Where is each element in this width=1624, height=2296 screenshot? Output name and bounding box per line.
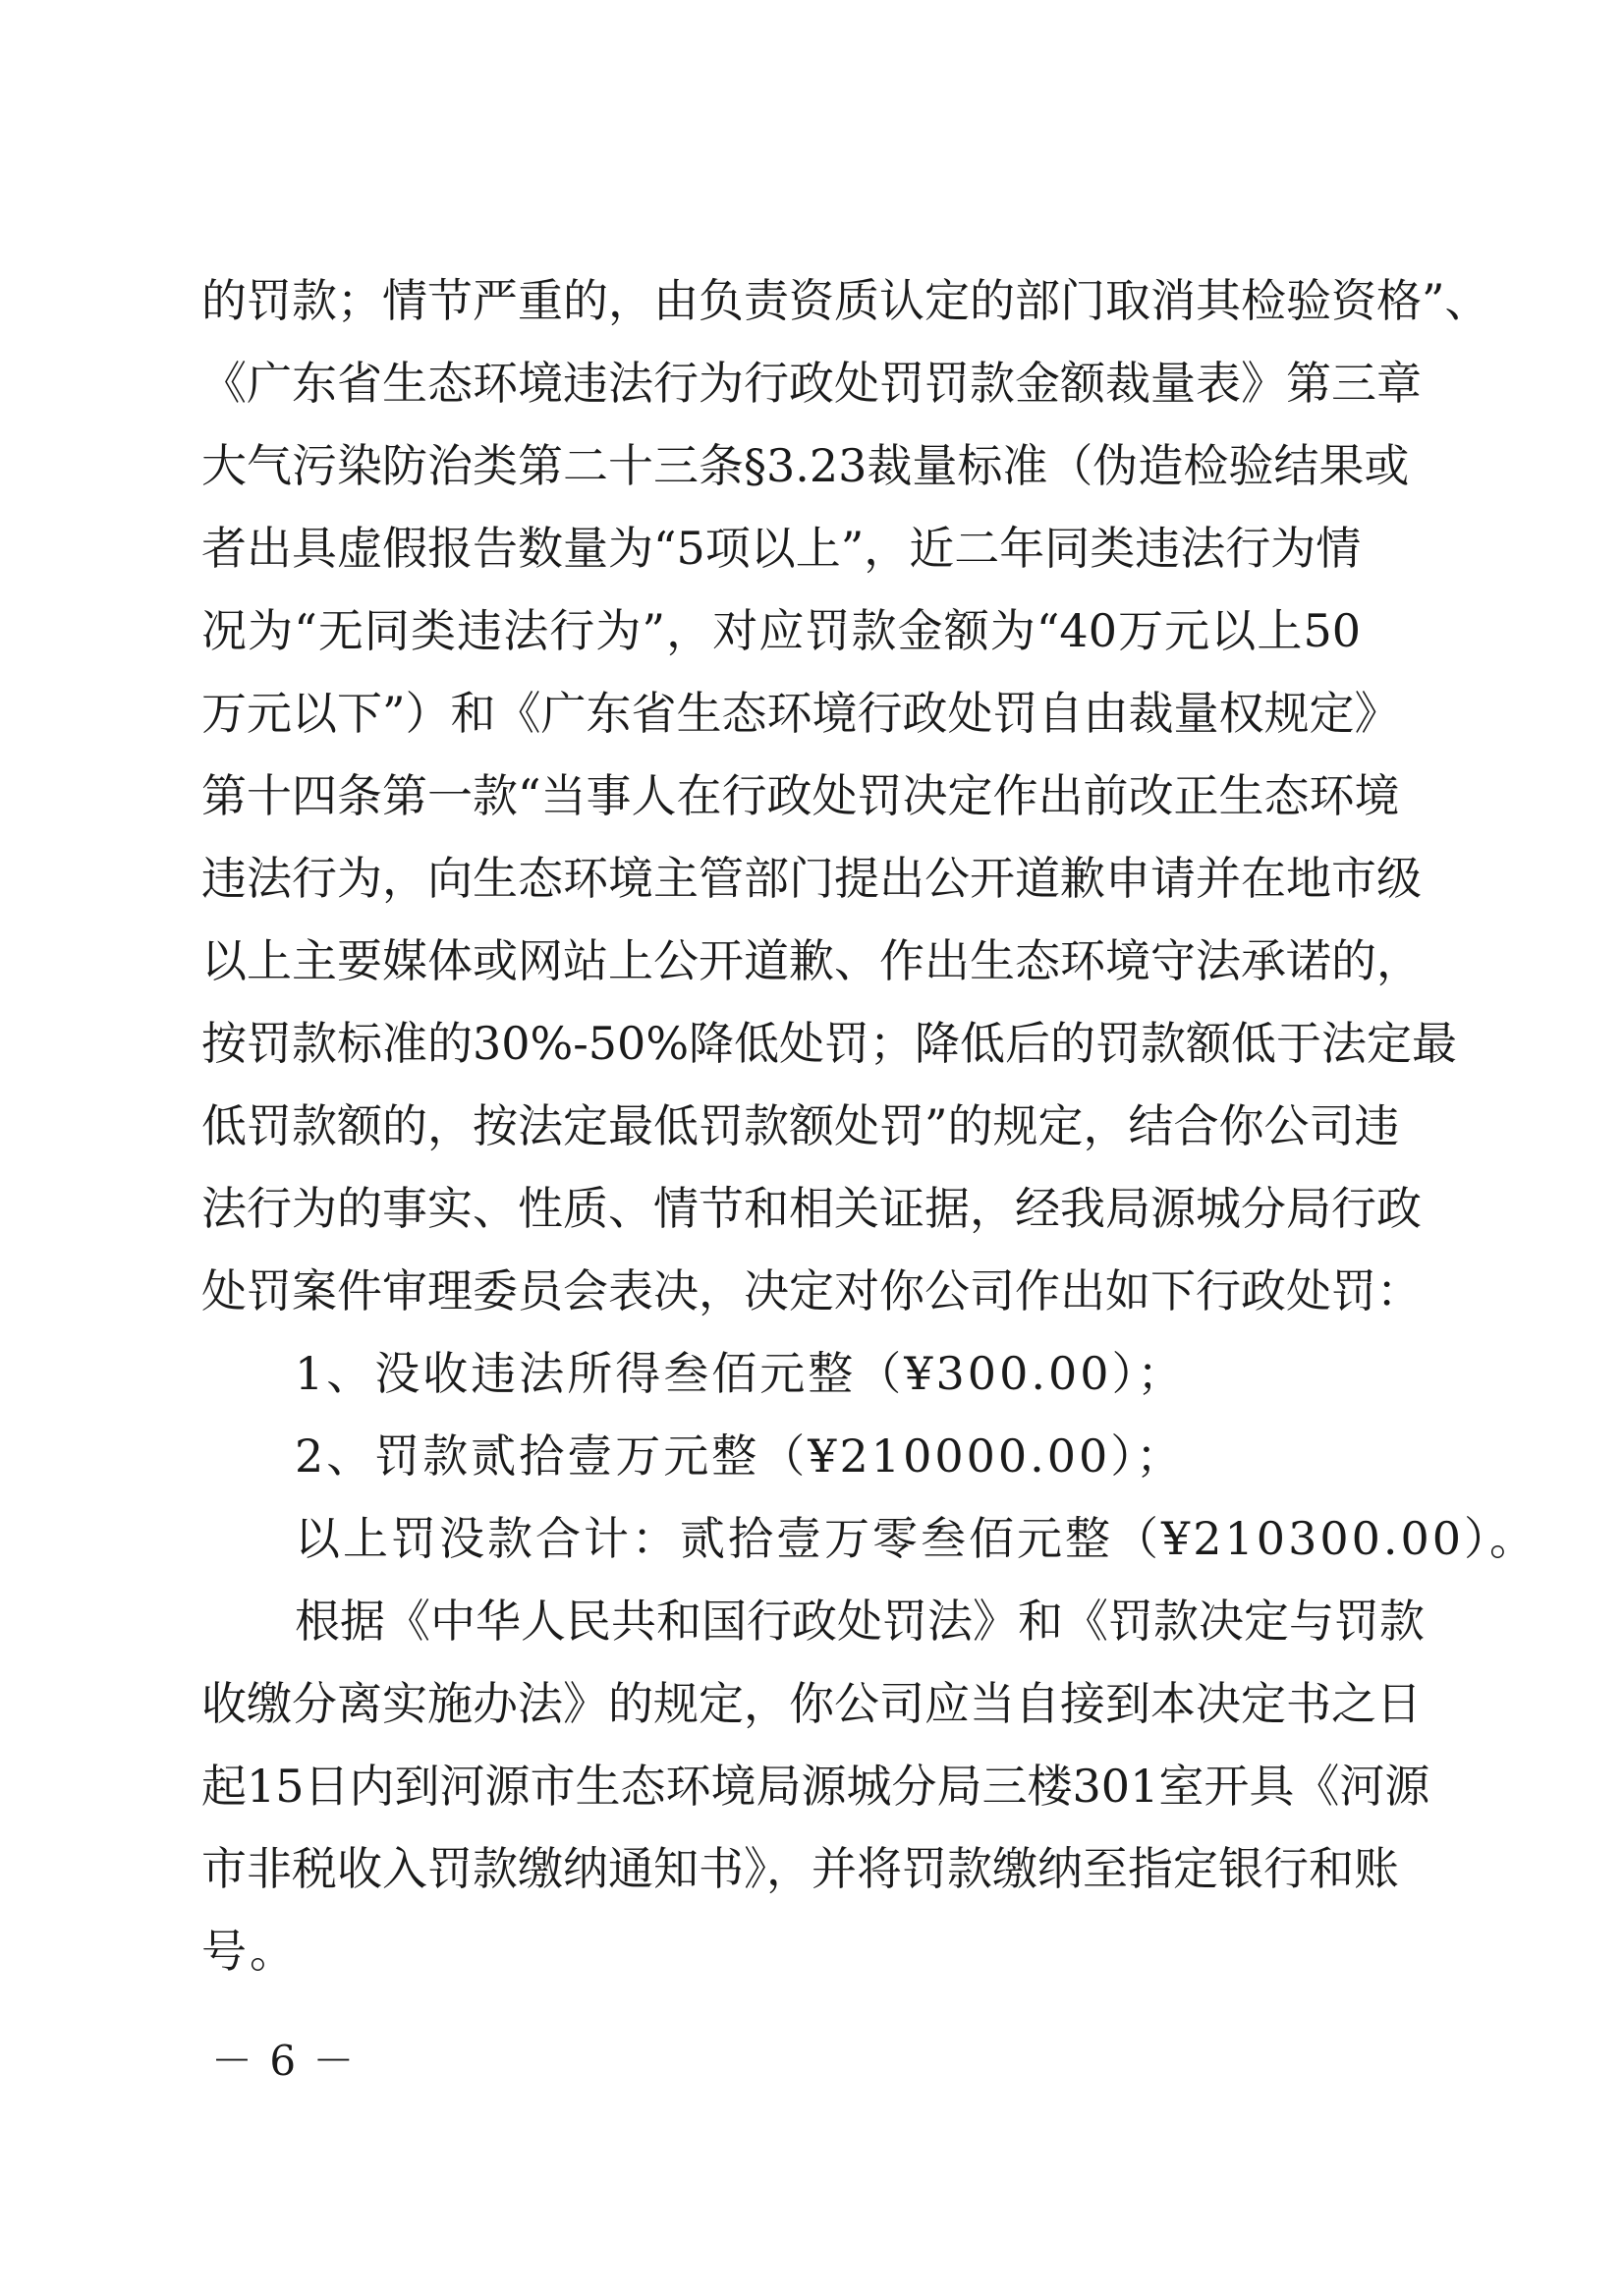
- text-line: 《广东省生态环境违法行为行政处罚罚款金额裁量表》第三章: [201, 357, 1422, 410]
- text-line: 市非税收入罚款缴纳通知书》，并将罚款缴纳至指定银行和账: [201, 1842, 1399, 1895]
- text-line: 的罚款；情节严重的，由负责资质认定的部门取消其检验资格”、: [201, 274, 1490, 327]
- page-number: － 6 －: [211, 2037, 357, 2085]
- text-line: 第十四条第一款“当事人在行政处罚决定作出前改正生态环境: [201, 769, 1400, 822]
- text-line: 况为“无同类违法行为”，对应罚款金额为“40万元以上50: [201, 604, 1361, 657]
- text-line: 起15日内到河源市生态环境局源城分局三楼301室开具《河源: [201, 1760, 1430, 1813]
- text-line: 收缴分离实施办法》的规定，你公司应当自接到本决定书之日: [201, 1677, 1422, 1730]
- text-line: 法行为的事实、性质、情节和相关证据，经我局源城分局行政: [201, 1182, 1422, 1235]
- text-line: 万元以下”）和《广东省生态环境行政处罚自由裁量权规定》: [201, 687, 1400, 740]
- text-line: 处罚案件审理委员会表决，决定对你公司作出如下行政处罚：: [201, 1264, 1422, 1317]
- text-line: 以上主要媒体或网站上公开道歉、作出生态环境守法承诺的，: [201, 934, 1422, 987]
- text-line: 大气污染防治类第二十三条§3.23裁量标准（伪造检验结果或: [201, 439, 1410, 492]
- text-line: 根据《中华人民共和国行政处罚法》和《罚款决定与罚款: [295, 1595, 1425, 1648]
- text-line: 按罚款标准的30%-50%降低处罚；降低后的罚款额低于法定最: [201, 1017, 1458, 1070]
- penalty-total: 以上罚没款合计：贰拾壹万零叁佰元整（¥210300.00）。: [295, 1512, 1539, 1565]
- penalty-item-1: 1、没收违法所得叁佰元整（¥300.00）；: [295, 1347, 1186, 1400]
- penalty-item-2: 2、罚款贰拾壹万元整（¥210000.00）；: [295, 1429, 1185, 1483]
- text-line: 号。: [201, 1925, 298, 1978]
- text-line: 低罚款额的，按法定最低罚款额处罚”的规定，结合你公司违: [201, 1099, 1400, 1152]
- text-line: 违法行为，向生态环境主管部门提出公开道歉申请并在地市级: [201, 852, 1422, 905]
- text-line: 者出具虚假报告数量为“5项以上”，近二年同类违法行为情: [201, 522, 1362, 575]
